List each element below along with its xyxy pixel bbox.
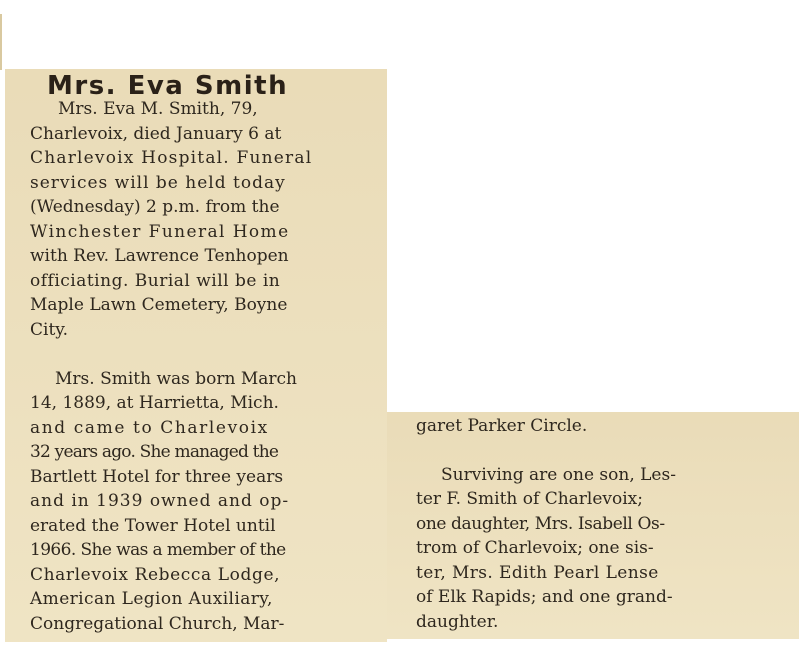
- text-line: erated the Tower Hotel until: [30, 516, 276, 536]
- text-line: officiating. Burial will be in: [30, 271, 281, 291]
- text-line: Charlevoix, died January 6 at: [30, 124, 282, 144]
- text-line: Surviving are one son, Les-: [441, 465, 676, 485]
- obituary-headline: Mrs. Eva Smith: [47, 71, 289, 101]
- text-line: ter, Mrs. Edith Pearl Lense: [416, 563, 659, 583]
- text-line: trom of Charlevoix; one sis-: [416, 538, 654, 558]
- text-line: Mrs. Eva M. Smith, 79,: [58, 99, 258, 119]
- text-line: and in 1939 owned and op-: [30, 491, 290, 511]
- text-line: garet Parker Circle.: [416, 416, 588, 436]
- text-line: Winchester Funeral Home: [30, 222, 290, 242]
- text-line: of Elk Rapids; and one grand-: [416, 587, 673, 607]
- text-line: 1966. She was a member of the: [30, 540, 286, 560]
- text-line: Charlevoix Hospital. Funeral: [30, 148, 313, 168]
- text-line: Maple Lawn Cemetery, Boyne: [30, 295, 288, 315]
- text-line: 14, 1889, at Harrietta, Mich.: [30, 393, 279, 413]
- text-line: Charlevoix Rebecca Lodge,: [30, 565, 281, 585]
- text-line: daughter.: [416, 612, 499, 632]
- text-line: Congregational Church, Mar-: [30, 614, 285, 634]
- text-line: City.: [30, 320, 69, 340]
- text-line: (Wednesday) 2 p.m. from the: [30, 197, 280, 217]
- text-line: services will be held today: [30, 173, 286, 193]
- text-line: one daughter, Mrs. Isabell Os-: [416, 514, 665, 534]
- text-line: 32 years ago. She managed the: [30, 442, 279, 462]
- text-line: and came to Charlevoix: [30, 418, 269, 438]
- text-line: Mrs. Smith was born March: [55, 369, 298, 389]
- text-line: American Legion Auxiliary,: [30, 589, 273, 609]
- text-line: ter F. Smith of Charlevoix;: [416, 489, 644, 509]
- clipping-edge-mark: [0, 14, 2, 70]
- text-line: with Rev. Lawrence Tenhopen: [30, 246, 289, 266]
- text-line: Bartlett Hotel for three years: [30, 467, 284, 487]
